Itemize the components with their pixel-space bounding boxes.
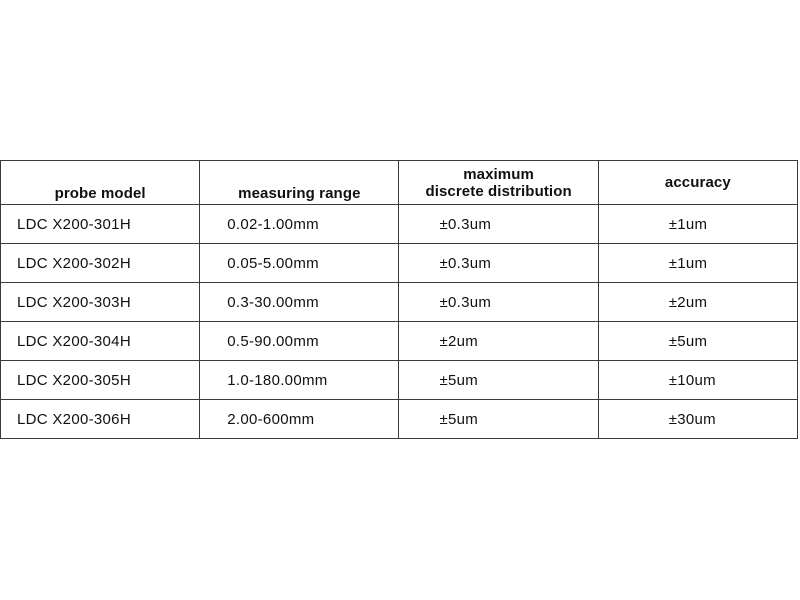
- cell-probe-model: LDC X200-306H: [1, 400, 200, 439]
- cell-accuracy: ±1um: [598, 205, 797, 244]
- cell-probe-model: LDC X200-301H: [1, 205, 200, 244]
- table-row: [1, 205, 798, 244]
- table-row: [1, 322, 798, 361]
- header-max-discrete-distribution: [399, 161, 598, 205]
- probe-spec-table: [0, 160, 798, 439]
- cell-max-discrete: ±5um: [399, 400, 598, 439]
- header-probe-model: probe model: [1, 161, 200, 205]
- cell-accuracy: ±5um: [598, 322, 797, 361]
- cell-accuracy: ±10um: [598, 361, 797, 400]
- cell-probe-model: LDC X200-304H: [1, 322, 200, 361]
- header-max-discrete-line2: discrete distribution: [425, 182, 572, 200]
- cell-measuring-range: 0.3-30.00mm: [200, 283, 399, 322]
- cell-max-discrete: ±0.3um: [399, 244, 598, 283]
- cell-measuring-range: 0.05-5.00mm: [200, 244, 399, 283]
- cell-max-discrete: ±2um: [399, 322, 598, 361]
- cell-max-discrete: ±0.3um: [399, 283, 598, 322]
- cell-probe-model: LDC X200-302H: [1, 244, 200, 283]
- table-row: [1, 283, 798, 322]
- cell-measuring-range: 0.02-1.00mm: [200, 205, 399, 244]
- table-row: [1, 361, 798, 400]
- cell-accuracy: ±2um: [598, 283, 797, 322]
- table-row: [1, 400, 798, 439]
- cell-max-discrete: ±5um: [399, 361, 598, 400]
- cell-measuring-range: 0.5-90.00mm: [200, 322, 399, 361]
- cell-measuring-range: 2.00-600mm: [200, 400, 399, 439]
- cell-accuracy: ±30um: [598, 400, 797, 439]
- cell-measuring-range: 1.0-180.00mm: [200, 361, 399, 400]
- cell-probe-model: LDC X200-305H: [1, 361, 200, 400]
- header-accuracy: accuracy: [598, 161, 797, 205]
- header-max-discrete-line1: maximum: [463, 165, 534, 183]
- cell-probe-model: LDC X200-303H: [1, 283, 200, 322]
- table-header-row: [1, 161, 798, 205]
- table-row: [1, 244, 798, 283]
- cell-accuracy: ±1um: [598, 244, 797, 283]
- cell-max-discrete: ±0.3um: [399, 205, 598, 244]
- header-measuring-range: measuring range: [200, 161, 399, 205]
